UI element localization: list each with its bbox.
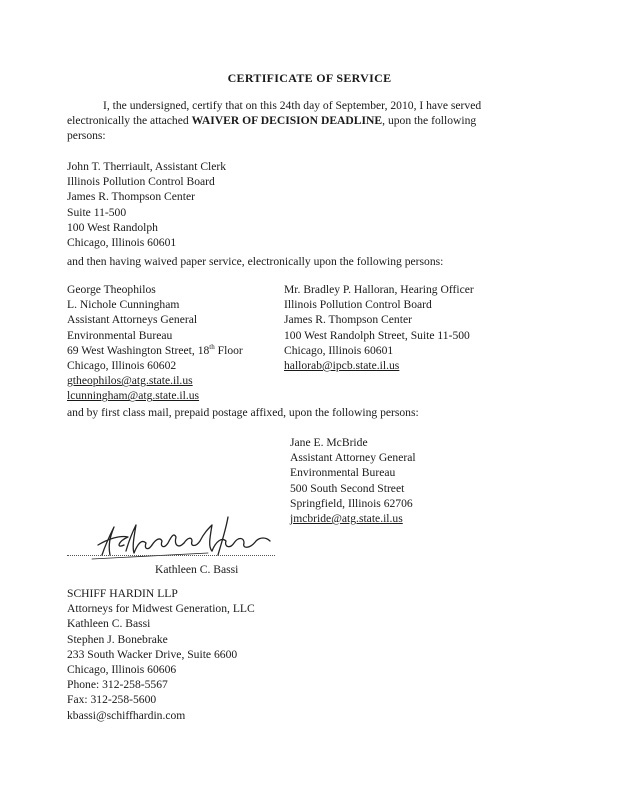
firm-block <box>67 586 255 723</box>
firm-email[interactable]: kbassi@schiffhardin.com <box>67 708 186 722</box>
firm-phone: Phone: 312-258-5567 <box>67 678 168 692</box>
mail-recipient-email[interactable]: jmcbride@atg.state.il.us <box>290 512 403 526</box>
clerk-line: Suite 11-500 <box>67 205 127 219</box>
document-title: CERTIFICATE OF SERVICE <box>227 71 392 85</box>
mail-recipient-line: Environmental Bureau <box>290 466 396 480</box>
firm-line: Attorneys for Midwest Generation, LLC <box>67 602 255 616</box>
right-recipient-line: James R. Thompson Center <box>284 313 412 327</box>
mail-recipient-address <box>290 435 416 526</box>
clerk-line: 100 West Randolph <box>67 220 158 234</box>
signer-printed-name: Kathleen C. Bassi <box>155 563 239 576</box>
left-recipient-line: L. Nichole Cunningham <box>67 298 180 312</box>
mail-recipient-line: Assistant Attorney General <box>290 451 416 465</box>
left-recipient-line: Environmental Bureau <box>67 328 173 342</box>
left-recipient-street <box>67 343 243 358</box>
right-recipient-email[interactable]: hallorab@ipcb.state.il.us <box>284 359 400 373</box>
intro-line-3: persons: <box>67 129 106 143</box>
firm-name: SCHIFF HARDIN LLP <box>67 587 178 600</box>
mail-recipient-line: Springfield, Illinois 62706 <box>290 496 413 510</box>
firm-fax: Fax: 312-258-5600 <box>67 693 157 707</box>
mail-recipient-line: 500 South Second Street <box>290 481 405 495</box>
left-recipient-line: George Theophilos <box>67 283 156 296</box>
signature-line <box>67 555 275 556</box>
right-recipient-line: Chicago, Illinois 60601 <box>284 343 394 357</box>
firm-line: Chicago, Illinois 60606 <box>67 663 177 677</box>
mail-recipient-line: Jane E. McBride <box>290 436 368 449</box>
firm-line: Kathleen C. Bassi <box>67 617 151 631</box>
intro-line-2-after: , upon the following <box>382 114 477 128</box>
intro-line-1: I, the undersigned, certify that on this 24th day of September, 2010, I have served <box>103 99 482 112</box>
document-name: WAIVER OF DECISION DEADLINE <box>191 114 383 128</box>
firm-line: 233 South Wacker Drive, Suite 6600 <box>67 647 238 661</box>
intro-paragraph <box>67 98 517 144</box>
clerk-address <box>67 159 226 250</box>
handwritten-signature <box>88 515 288 567</box>
right-recipient-line: Mr. Bradley P. Halloran, Hearing Officer <box>284 283 474 296</box>
firm-line: Stephen J. Bonebrake <box>67 632 168 646</box>
clerk-line: John T. Therriault, Assistant Clerk <box>67 160 227 173</box>
left-recipient-city: Chicago, Illinois 60602 <box>67 359 177 373</box>
clerk-line: Chicago, Illinois 60601 <box>67 236 177 250</box>
right-recipient-line: Illinois Pollution Control Board <box>284 298 432 312</box>
waived-service-text: and then having waived paper service, electronically upon the following persons: <box>67 255 444 268</box>
right-recipient-line: 100 West Randolph Street, Suite 11-500 <box>284 328 470 342</box>
left-recipient-email-2[interactable]: lcunningham@atg.state.il.us <box>67 389 200 403</box>
right-recipient-address <box>284 282 474 373</box>
left-recipient-address <box>67 282 243 404</box>
intro-line-2 <box>67 113 517 128</box>
left-recipient-email-1[interactable]: gtheophilos@atg.state.il.us <box>67 374 193 388</box>
left-recipient-line: Assistant Attorneys General <box>67 313 198 327</box>
street-superscript: th <box>209 342 215 351</box>
first-class-mail-text: and by first class mail, prepaid postage affixed, upon the following persons: <box>67 406 419 419</box>
clerk-line: Illinois Pollution Control Board <box>67 175 215 189</box>
street-text: 69 West Washington Street, 18 <box>67 343 210 357</box>
clerk-line: James R. Thompson Center <box>67 190 195 204</box>
street-floor: Floor <box>214 343 243 357</box>
intro-line-2-before: electronically the attached <box>67 114 192 128</box>
